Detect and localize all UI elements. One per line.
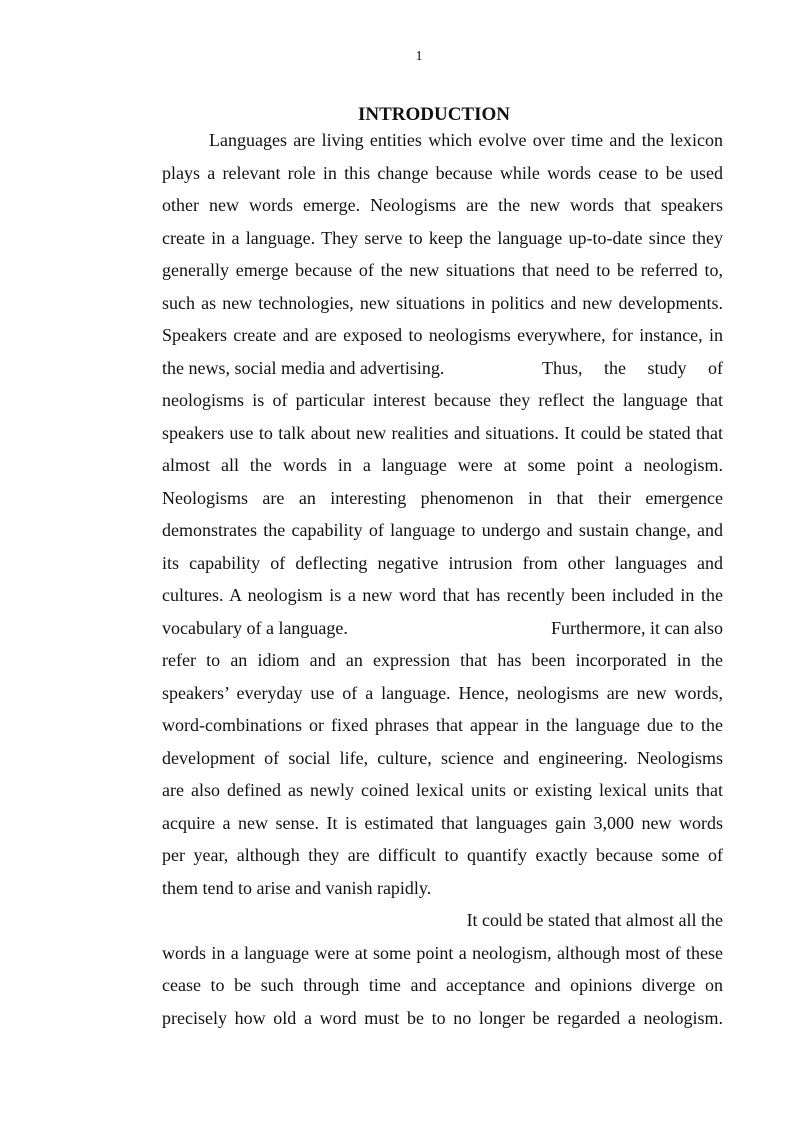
text-line-right: Thus, the study of (542, 357, 723, 378)
body-text (162, 124, 723, 1034)
text-line: other new words emerge. Neologisms are the new words that speakers (162, 195, 723, 215)
text-line: are also defined as newly coined lexical units or existing lexical units that (162, 780, 723, 800)
text-line: per year, although they are difficult to quantify exactly because some of (162, 845, 723, 865)
text-line: them tend to arise and vanish rapidly. (162, 877, 432, 898)
text-line: such as new technologies, new situations in politics and new developments. (162, 292, 723, 313)
text-line: word-combinations or fixed phrases that appear in the language due to the (162, 715, 723, 735)
text-line: generally emerge because of the new situations that need to be referred to, (162, 260, 723, 280)
text-line: acquire a new sense. It is estimated that languages gain 3,000 new words (162, 812, 723, 833)
text-line (162, 352, 723, 385)
text-line: demonstrates the capability of language to undergo and sustain change, and (162, 520, 723, 540)
page-number: 1 (415, 49, 423, 64)
text-line-left: vocabulary of a language. (162, 617, 348, 638)
text-line: words in a language were at some point a neologism, although most of these (162, 942, 723, 963)
text-line: plays a relevant role in this change because while words cease to be used (162, 162, 723, 183)
text-line: It could be stated that almost all the (466, 910, 723, 930)
text-line: almost all the words in a language were at some point a neologism. (162, 455, 723, 475)
text-line: speakers use to talk about new realities and situations. It could be stated that (162, 422, 723, 443)
text-line-left: the news, social media and advertising. (162, 357, 445, 378)
text-line: create in a language. They serve to keep the language up-to-date since they (162, 227, 723, 248)
text-line: speakers’ everyday use of a language. Hence, neologisms are new words, (162, 682, 723, 703)
text-line (162, 612, 723, 645)
text-line: neologisms is of particular interest because they reflect the language that (162, 390, 723, 410)
text-line: Neologisms are an interesting phenomenon in that their emergence (162, 487, 723, 508)
text-line: development of social life, culture, science and engineering. Neologisms (162, 747, 723, 768)
text-line: precisely how old a word must be to no longer be regarded a neologism. (162, 1007, 723, 1028)
text-line: refer to an idiom and an expression that has been incorporated in the (162, 650, 723, 670)
section-heading: INTRODUCTION (357, 104, 511, 125)
text-line: cultures. A neologism is a new word that has recently been included in the (162, 585, 723, 605)
text-line: cease to be such through time and acceptance and opinions diverge on (162, 975, 723, 995)
text-line-right: Furthermore, it can also (551, 617, 723, 638)
text-line: Speakers create and are exposed to neologisms everywhere, for instance, in (162, 325, 723, 345)
text-line: Languages are living entities which evolve over time and the lexicon (209, 130, 723, 150)
text-line: its capability of deflecting negative intrusion from other languages and (162, 552, 723, 573)
